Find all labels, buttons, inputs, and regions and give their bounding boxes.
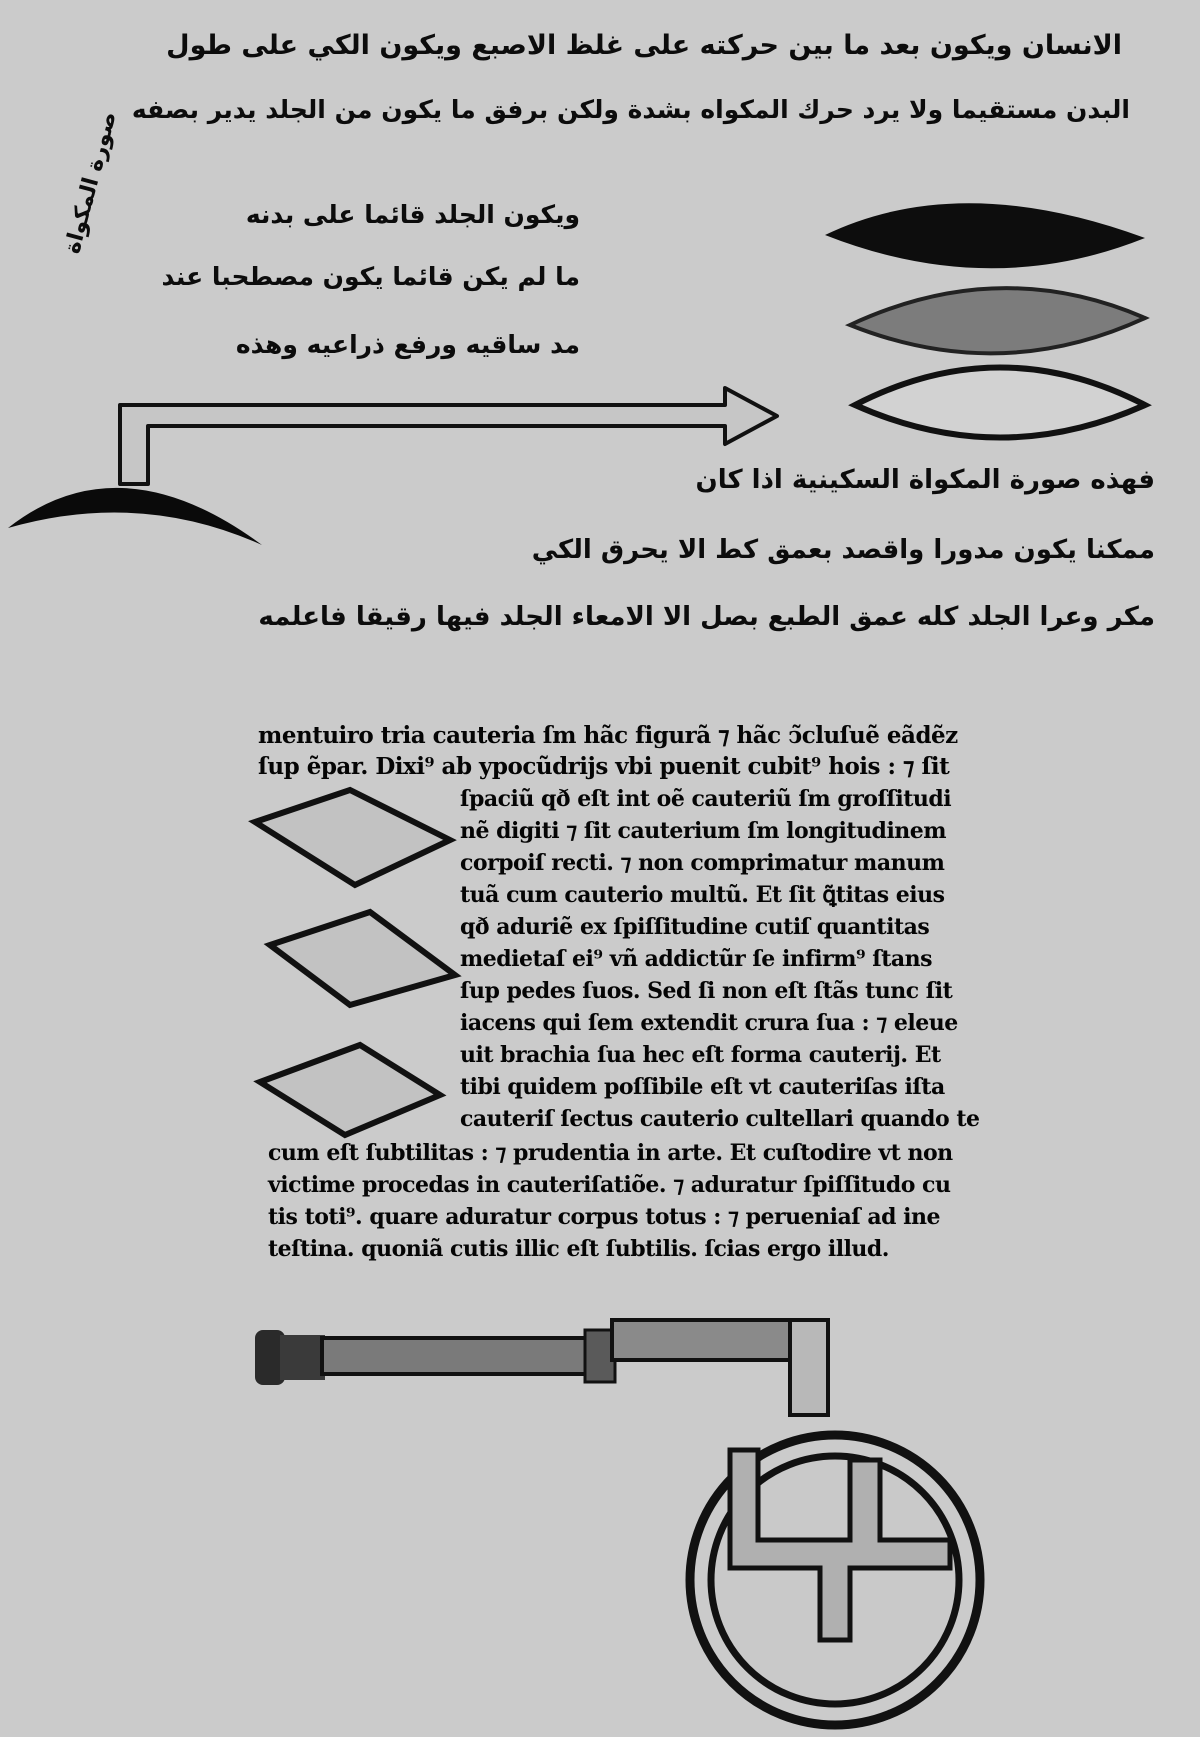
latin-line-16: tis toti⁹. quare aduratur corpus totus : ⁊ perueniaſ ad ine bbox=[268, 1204, 940, 1230]
latin-line-12: tibi quidem poſſibile eſt vt cauteriſas iſta bbox=[460, 1074, 945, 1100]
rhombus-cautery-2-icon bbox=[270, 912, 455, 1005]
latin-line-1: mentuiro tria cauteria ſm hãc figurã ⁊ hãc ↄ̃cluſuẽ eãdẽz bbox=[258, 722, 958, 749]
arabic-bottom-line-3: مكر وعرا الجلد كله عمق الطبع بصل الا الامعاء الجلد فيها رقيقا فاعلمه bbox=[258, 602, 1155, 632]
latin-line-7: qð aduriẽ ex ſpiſſitudine cutiſ quantitas bbox=[460, 914, 930, 940]
crescent-cautery-icon bbox=[8, 388, 777, 545]
arabic-top-line-1: الانسان ويكون بعد ما بين حركته على غلظ الاصبع ويكون الكي على طول bbox=[166, 30, 1122, 61]
latin-line-5: corpoiſ recti. ⁊ non comprimatur manum bbox=[460, 850, 945, 876]
lens-cautery-gray-icon bbox=[850, 288, 1145, 353]
lens-cautery-light-icon bbox=[855, 368, 1145, 438]
arabic-bottom-line-2: ممكنا يكون مدورا واقصد بعمق كط الا يحرق الكي bbox=[531, 535, 1155, 565]
arabic-side-note: صورة المكواة bbox=[60, 108, 122, 257]
latin-line-17: teſtina. quoniã cutis illic eſt ſubtilis. ſcias ergo illud. bbox=[268, 1236, 889, 1262]
arabic-middle-line-3: مد ساقيه ورفع ذراعيه وهذه bbox=[235, 330, 580, 359]
latin-line-3: ſpaciũ qð eſt int oẽ cauteriũ ſm groſſitudi bbox=[460, 786, 952, 812]
latin-line-4: nẽ digiti ⁊ ſit cauterium ſm longitudinem bbox=[460, 818, 947, 844]
latin-line-10: iacens qui ſem extendit crura ſua : ⁊ eleue bbox=[460, 1010, 958, 1036]
latin-line-8: medietaſ ei⁹ vñ addictũr ſe infirm⁹ ſtans bbox=[460, 946, 933, 972]
latin-line-9: ſup pedes ſuos. Sed ſi non eſt ſtãs tunc ſit bbox=[460, 978, 953, 1004]
arabic-bottom-line-1: فهذه صورة المكواة السكينية اذا كان bbox=[695, 465, 1155, 495]
arabic-middle-line-2: ما لم يكن قائما يكون مصطحبا عند bbox=[161, 262, 580, 291]
ring-cautery-icon bbox=[255, 1320, 980, 1725]
arabic-middle-line-1: ويكون الجلد قائما على بدنه bbox=[245, 200, 580, 229]
latin-line-2: ſup ẽpar. Dixi⁹ ab ypocũdrijs vbi puenit cubit⁹ hois : ⁊ ſit bbox=[258, 753, 950, 780]
latin-line-6: tuã cum cauterio multũ. Et ſit ꝗ̃titas eius bbox=[460, 882, 945, 908]
latin-line-14: cum eſt ſubtilitas : ⁊ prudentia in arte. Et cuſtodire vt non bbox=[268, 1140, 953, 1166]
rhombus-cautery-3-icon bbox=[260, 1045, 440, 1135]
lens-cautery-dark-icon bbox=[825, 203, 1145, 268]
latin-line-11: uit brachia ſua hec eſt forma cauterij. Et bbox=[460, 1042, 941, 1068]
latin-line-13: cauteriſ ſectus cauterio cultellari quando te bbox=[460, 1106, 980, 1132]
arabic-top-line-2: البدن مستقيما ولا يرد حرك المكواه بشدة ولكن برفق ما يكون من الجلد يدير بصفه bbox=[131, 95, 1130, 124]
rhombus-cautery-1-icon bbox=[255, 790, 450, 885]
latin-line-15: victime procedas in cauteriſatiõe. ⁊ aduratur ſpiſſitudo cu bbox=[268, 1172, 951, 1198]
